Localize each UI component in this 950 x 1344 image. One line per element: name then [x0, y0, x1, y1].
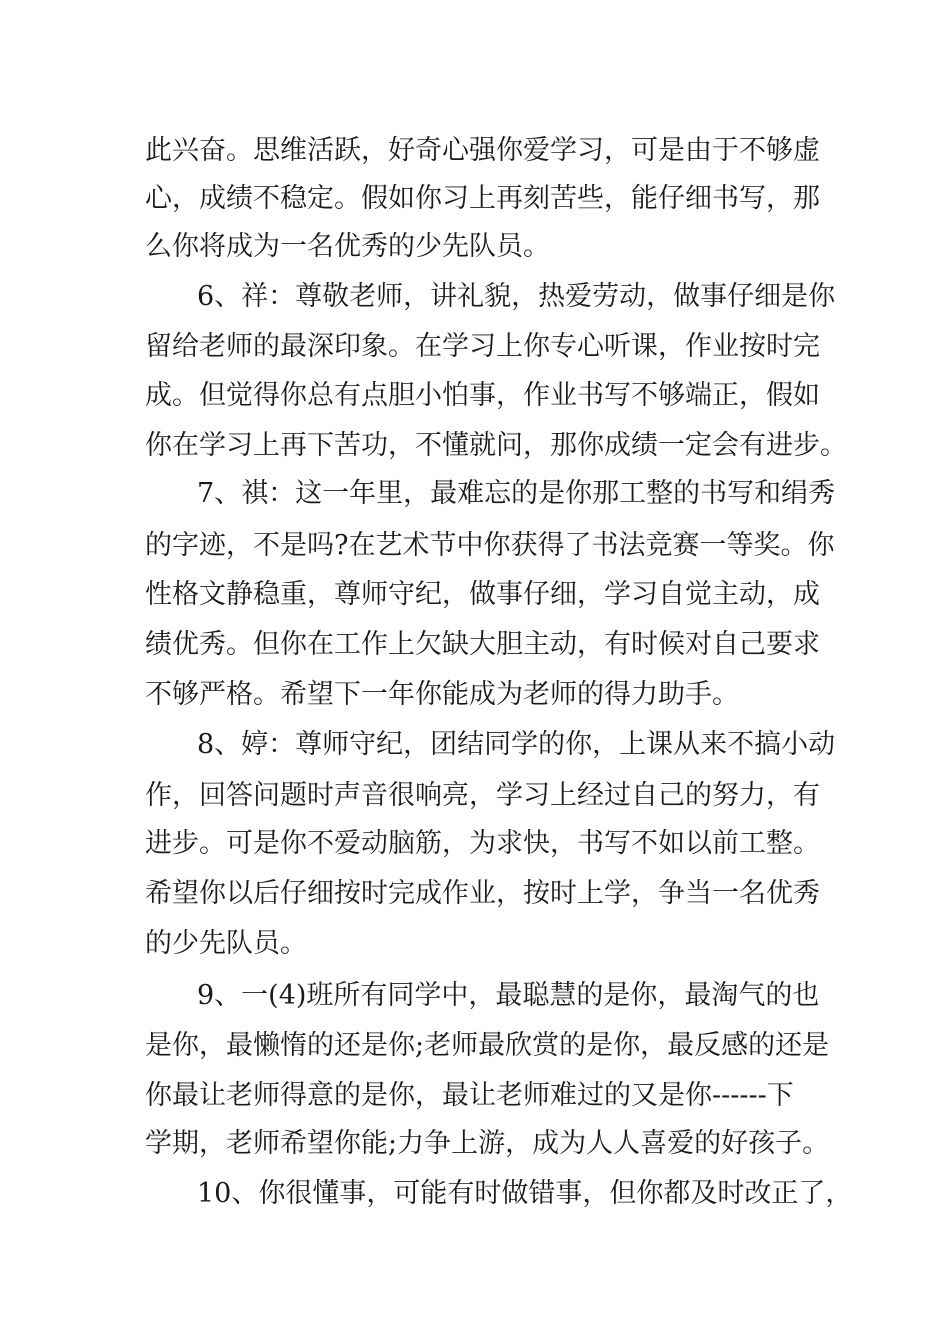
text-line: 学期，老师希望你能;力争上游，成为人人喜爱的好孩子。: [145, 1128, 830, 1159]
text-line: 绩优秀。但你在工作上欠缺大胆主动，有时候对自己要求: [145, 629, 820, 660]
paragraph-start-line: 8、婷：尊师守纪，团结同学的你，上课从来不搞小动: [197, 729, 836, 760]
text-line: 希望你以后仔细按时完成作业，按时上学，争当一名优秀: [145, 878, 820, 909]
text-line: 么你将成为一名优秀的少先队员。: [145, 231, 550, 262]
text-line: 性格文静稳重，尊师守纪，做事仔细，学习自觉主动，成: [145, 579, 820, 610]
paragraph-start-line: 10、你很懂事，可能有时做错事，但你都及时改正了，: [197, 1178, 853, 1209]
paragraph-start-line: 7、祺：这一年里，最难忘的是你那工整的书写和绢秀: [197, 478, 836, 509]
text-line: 你最让老师得意的是你，最让老师难过的又是你------下: [145, 1080, 794, 1111]
text-line: 心，成绩不稳定。假如你习上再刻苦些，能仔细书写，那: [145, 183, 820, 214]
text-line: 的少先队员。: [145, 928, 307, 959]
text-line: 留给老师的最深印象。在学习上你专心听课，作业按时完: [145, 331, 820, 362]
text-line: 是你，最懒惰的还是你;老师最欣赏的是你，最反感的还是: [145, 1030, 830, 1061]
text-line: 不够严格。希望下一年你能成为老师的得力助手。: [145, 679, 739, 710]
text-line: 成。但觉得你总有点胆小怕事，作业书写不够端正，假如: [145, 380, 820, 411]
text-line: 你在学习上再下苦功，不懂就问，那你成绩一定会有进步。: [145, 430, 847, 461]
text-line: 此兴奋。思维活跃，好奇心强你爱学习，可是由于不够虚: [145, 135, 820, 166]
paragraph-start-line: 9、一(4)班所有同学中，最聪慧的是你，最淘气的也: [197, 980, 820, 1011]
paragraph-start-line: 6、祥：尊敬老师，讲礼貌，热爱劳动，做事仔细是你: [197, 281, 836, 312]
text-line: 的字迹，不是吗?在艺术节中你获得了书法竞赛一等奖。你: [145, 530, 835, 561]
text-line: 进步。可是你不爱动脑筋，为求快，书写不如以前工整。: [145, 828, 820, 859]
text-line: 作，回答问题时声音很响亮，学习上经过自己的努力，有: [145, 780, 820, 811]
